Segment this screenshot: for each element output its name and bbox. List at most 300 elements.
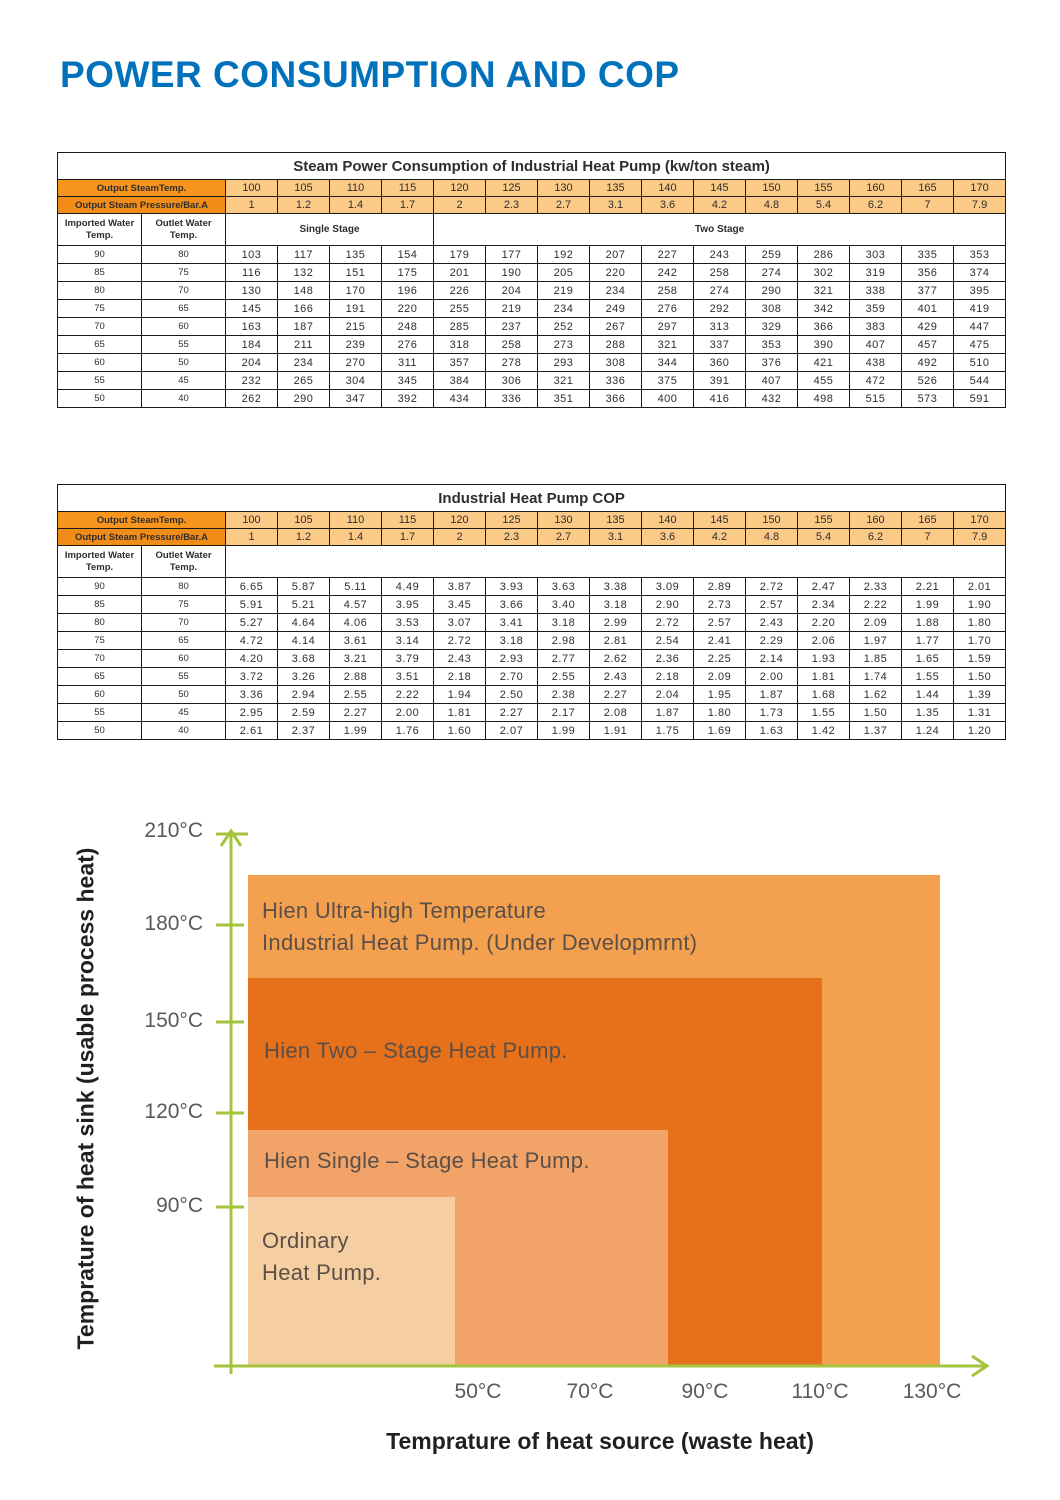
table-cell: 2.70 xyxy=(486,668,538,686)
table-cell: 1.90 xyxy=(954,596,1006,614)
table-cell: 267 xyxy=(590,318,642,336)
table-cell: 55 xyxy=(58,372,142,390)
table-cell: 4.8 xyxy=(746,529,798,546)
outlet-water-temp-header: Outlet Water Temp. xyxy=(142,214,226,246)
table-cell: 4.72 xyxy=(226,632,278,650)
table-cell: 5.91 xyxy=(226,596,278,614)
table-cell: 1.91 xyxy=(590,722,642,740)
table-cell: 1.4 xyxy=(330,529,382,546)
empty-header-cell xyxy=(226,546,1006,578)
table-cell: 395 xyxy=(954,282,1006,300)
table-cell: 2.06 xyxy=(798,632,850,650)
table-cell: 1.75 xyxy=(642,722,694,740)
tick-label: 180°C xyxy=(144,912,203,935)
table-cell: 4.64 xyxy=(278,614,330,632)
table-cell: 1.2 xyxy=(278,529,330,546)
table-cell: 5.4 xyxy=(798,529,850,546)
table-cell: 150 xyxy=(746,180,798,197)
table-row xyxy=(58,318,1006,336)
table-cell: 270 xyxy=(330,354,382,372)
table-cell: 1.65 xyxy=(902,650,954,668)
table-cell: 2.59 xyxy=(278,704,330,722)
table-cell: 472 xyxy=(850,372,902,390)
table-cell: 3.72 xyxy=(226,668,278,686)
table-cell: 353 xyxy=(746,336,798,354)
outlet-water-temp-header: Outlet Water Temp. xyxy=(142,546,226,578)
table-row xyxy=(58,686,1006,704)
table-cell: 237 xyxy=(486,318,538,336)
table-cell: 258 xyxy=(642,282,694,300)
table-cell: 160 xyxy=(850,180,902,197)
table-cell: 1.95 xyxy=(694,686,746,704)
table-cell: 220 xyxy=(382,300,434,318)
region-label-two-stage xyxy=(264,1035,568,1067)
table-cell: 5.11 xyxy=(330,578,382,596)
table-cell: 219 xyxy=(486,300,538,318)
table-row xyxy=(58,282,1006,300)
imported-water-temp-header: Imported Water Temp. xyxy=(58,214,142,246)
table-row xyxy=(58,596,1006,614)
table-cell: 154 xyxy=(382,246,434,264)
table-cell: 1.87 xyxy=(642,704,694,722)
tick-label: 150°C xyxy=(144,1009,203,1032)
table-cell: 3.36 xyxy=(226,686,278,704)
table-cell: 3.93 xyxy=(486,578,538,596)
table-cell: 2.90 xyxy=(642,596,694,614)
tick-label: 50°C xyxy=(454,1380,502,1403)
table-cell: 290 xyxy=(278,390,330,408)
table-cell: 313 xyxy=(694,318,746,336)
table-cell: 2.08 xyxy=(590,704,642,722)
table-cell: 2.77 xyxy=(538,650,590,668)
table-cell: 242 xyxy=(642,264,694,282)
table-cell: 336 xyxy=(590,372,642,390)
table-cell: 2.09 xyxy=(850,614,902,632)
table-cell: 329 xyxy=(746,318,798,336)
output-steam-pressure-label: Output Steam Pressure/Bar.A xyxy=(58,197,226,214)
table-cell: 132 xyxy=(278,264,330,282)
output-steam-temp-row xyxy=(58,180,1006,197)
table-cell: 5.27 xyxy=(226,614,278,632)
table-cell: 1.80 xyxy=(954,614,1006,632)
table-title-row xyxy=(58,485,1006,512)
table-cell: 7 xyxy=(902,197,954,214)
table-cell: 135 xyxy=(590,180,642,197)
table-cell: 243 xyxy=(694,246,746,264)
table-cell: 353 xyxy=(954,246,1006,264)
table-cell: 6.2 xyxy=(850,529,902,546)
table-cell: 215 xyxy=(330,318,382,336)
table-cell: 2.25 xyxy=(694,650,746,668)
table-cell: 175 xyxy=(382,264,434,282)
table-cell: 3.6 xyxy=(642,529,694,546)
table-cell: 4.57 xyxy=(330,596,382,614)
table-cell: 187 xyxy=(278,318,330,336)
table-cell: 3.1 xyxy=(590,529,642,546)
table-title: Industrial Heat Pump COP xyxy=(58,485,1006,512)
table-cell: 360 xyxy=(694,354,746,372)
table-cell: 2 xyxy=(434,529,486,546)
table-cell: 3.1 xyxy=(590,197,642,214)
table-cell: 115 xyxy=(382,512,434,529)
table-cell: 376 xyxy=(746,354,798,372)
region-label-line: Heat Pump. xyxy=(262,1259,382,1285)
table-cell: 1.37 xyxy=(850,722,902,740)
table-title-row xyxy=(58,153,1006,180)
table-cell: 165 xyxy=(902,180,954,197)
table-cell: 1.85 xyxy=(850,650,902,668)
table-cell: 1.99 xyxy=(902,596,954,614)
table-cell: 510 xyxy=(954,354,1006,372)
table-cell: 375 xyxy=(642,372,694,390)
table-cell: 1.81 xyxy=(798,668,850,686)
table-cell: 2.98 xyxy=(538,632,590,650)
table-cell: 351 xyxy=(538,390,590,408)
table-cell: 2.72 xyxy=(746,578,798,596)
table-cell: 374 xyxy=(954,264,1006,282)
table-cell: 2.99 xyxy=(590,614,642,632)
table-cell: 1.42 xyxy=(798,722,850,740)
table-cell: 2.54 xyxy=(642,632,694,650)
table-cell: 2.20 xyxy=(798,614,850,632)
table-cell: 170 xyxy=(954,512,1006,529)
table-cell: 2.81 xyxy=(590,632,642,650)
table-cell: 288 xyxy=(590,336,642,354)
table-cell: 145 xyxy=(226,300,278,318)
table-cell: 3.66 xyxy=(486,596,538,614)
table-cell: 3.41 xyxy=(486,614,538,632)
table-cell: 2.21 xyxy=(902,578,954,596)
table-cell: 258 xyxy=(694,264,746,282)
table-cell: 293 xyxy=(538,354,590,372)
table-cell: 4.49 xyxy=(382,578,434,596)
table-cell: 184 xyxy=(226,336,278,354)
cop-table xyxy=(57,484,1006,740)
table-cell: 55 xyxy=(142,668,226,686)
table-cell: 498 xyxy=(798,390,850,408)
table-cell: 1.55 xyxy=(798,704,850,722)
table-cell: 204 xyxy=(226,354,278,372)
table-cell: 170 xyxy=(330,282,382,300)
table-cell: 3.6 xyxy=(642,197,694,214)
table-cell: 211 xyxy=(278,336,330,354)
table-cell: 2.36 xyxy=(642,650,694,668)
imported-water-temp-header: Imported Water Temp. xyxy=(58,546,142,578)
table-title: Steam Power Consumption of Industrial Heat Pump (kw/ton steam) xyxy=(58,153,1006,180)
table-cell: 286 xyxy=(798,246,850,264)
cop-table-body xyxy=(58,578,1006,740)
page-title: POWER CONSUMPTION AND COP xyxy=(60,54,680,95)
table-cell: 3.14 xyxy=(382,632,434,650)
table-cell: 7 xyxy=(902,529,954,546)
table-cell: 80 xyxy=(58,614,142,632)
table-cell: 2.18 xyxy=(434,668,486,686)
output-steam-pressure-row xyxy=(58,529,1006,546)
table-cell: 1.73 xyxy=(746,704,798,722)
tick-label: 110°C xyxy=(791,1380,849,1403)
table-cell: 492 xyxy=(902,354,954,372)
table-cell: 290 xyxy=(746,282,798,300)
steam-power-table-body xyxy=(58,246,1006,408)
table-cell: 1.88 xyxy=(902,614,954,632)
table-cell: 2.55 xyxy=(330,686,382,704)
table-cell: 234 xyxy=(590,282,642,300)
table-cell: 1.50 xyxy=(850,704,902,722)
steam-power-consumption-table xyxy=(57,152,1006,408)
table-cell: 390 xyxy=(798,336,850,354)
table-cell: 262 xyxy=(226,390,278,408)
table-cell: 311 xyxy=(382,354,434,372)
table-cell: 366 xyxy=(798,318,850,336)
table-cell: 55 xyxy=(58,704,142,722)
table-cell: 1.74 xyxy=(850,668,902,686)
table-cell: 416 xyxy=(694,390,746,408)
table-cell: 3.61 xyxy=(330,632,382,650)
table-cell: 1.55 xyxy=(902,668,954,686)
table-cell: 2.89 xyxy=(694,578,746,596)
table-row xyxy=(58,246,1006,264)
table-cell: 1.77 xyxy=(902,632,954,650)
table-cell: 259 xyxy=(746,246,798,264)
table-cell: 100 xyxy=(226,180,278,197)
table-cell: 515 xyxy=(850,390,902,408)
table-cell: 1.62 xyxy=(850,686,902,704)
table-cell: 338 xyxy=(850,282,902,300)
table-cell: 400 xyxy=(642,390,694,408)
table-cell: 60 xyxy=(58,686,142,704)
table-cell: 1.99 xyxy=(330,722,382,740)
table-cell: 70 xyxy=(142,282,226,300)
table-cell: 1.7 xyxy=(382,197,434,214)
y-axis-arrow xyxy=(221,831,241,846)
table-cell: 366 xyxy=(590,390,642,408)
table-row xyxy=(58,372,1006,390)
table-cell: 85 xyxy=(58,264,142,282)
table-cell: 2.17 xyxy=(538,704,590,722)
region-label-line: Hien Ultra-high Temperature xyxy=(262,898,547,923)
table-cell: 1.35 xyxy=(902,704,954,722)
table-cell: 65 xyxy=(142,632,226,650)
table-row xyxy=(58,578,1006,596)
table-cell: 130 xyxy=(538,512,590,529)
table-cell: 219 xyxy=(538,282,590,300)
water-temp-header-row xyxy=(58,214,1006,246)
table-cell: 407 xyxy=(850,336,902,354)
table-cell: 438 xyxy=(850,354,902,372)
output-steam-pressure-label: Output Steam Pressure/Bar.A xyxy=(58,529,226,546)
table-cell: 120 xyxy=(434,512,486,529)
table-cell: 1.70 xyxy=(954,632,1006,650)
region-label-single-stage xyxy=(264,1145,590,1177)
table-cell: 234 xyxy=(278,354,330,372)
table-cell: 232 xyxy=(226,372,278,390)
table-cell: 2.09 xyxy=(694,668,746,686)
table-cell: 155 xyxy=(798,180,850,197)
table-cell: 105 xyxy=(278,512,330,529)
table-cell: 336 xyxy=(486,390,538,408)
table-cell: 1.69 xyxy=(694,722,746,740)
table-cell: 4.06 xyxy=(330,614,382,632)
table-cell: 196 xyxy=(382,282,434,300)
table-cell: 2.93 xyxy=(486,650,538,668)
table-cell: 342 xyxy=(798,300,850,318)
table-cell: 434 xyxy=(434,390,486,408)
table-cell: 3.95 xyxy=(382,596,434,614)
table-cell: 276 xyxy=(382,336,434,354)
x-axis-title: Temprature of heat source (waste heat) xyxy=(386,1428,814,1454)
table-cell: 5.4 xyxy=(798,197,850,214)
table-cell: 321 xyxy=(798,282,850,300)
table-cell: 2.29 xyxy=(746,632,798,650)
table-cell: 1.59 xyxy=(954,650,1006,668)
table-cell: 40 xyxy=(142,390,226,408)
table-cell: 2.94 xyxy=(278,686,330,704)
table-cell: 105 xyxy=(278,180,330,197)
table-cell: 255 xyxy=(434,300,486,318)
table-cell: 1.80 xyxy=(694,704,746,722)
table-cell: 165 xyxy=(902,512,954,529)
output-steam-pressure-row xyxy=(58,197,1006,214)
table-cell: 116 xyxy=(226,264,278,282)
table-cell: 377 xyxy=(902,282,954,300)
table-row xyxy=(58,650,1006,668)
table-row xyxy=(58,632,1006,650)
table-cell: 3.87 xyxy=(434,578,486,596)
tick-label: 70°C xyxy=(566,1380,614,1403)
table-cell: 3.18 xyxy=(590,596,642,614)
region-label-line: Hien Two – Stage Heat Pump. xyxy=(264,1038,568,1063)
table-cell: 591 xyxy=(954,390,1006,408)
table-cell: 75 xyxy=(142,596,226,614)
table-row xyxy=(58,336,1006,354)
table-cell: 205 xyxy=(538,264,590,282)
table-cell: 45 xyxy=(142,372,226,390)
table-cell: 321 xyxy=(538,372,590,390)
tick-label: 210°C xyxy=(144,819,203,842)
table-cell: 356 xyxy=(902,264,954,282)
region-label-ultra-high xyxy=(262,895,697,959)
operating-range-chart xyxy=(0,800,1060,1500)
table-cell: 2.38 xyxy=(538,686,590,704)
table-cell: 3.53 xyxy=(382,614,434,632)
table-cell: 457 xyxy=(902,336,954,354)
tick-label: 90°C xyxy=(681,1380,729,1403)
table-cell: 70 xyxy=(58,650,142,668)
table-cell: 265 xyxy=(278,372,330,390)
table-cell: 2.22 xyxy=(850,596,902,614)
table-cell: 65 xyxy=(142,300,226,318)
table-cell: 2.50 xyxy=(486,686,538,704)
table-cell: 135 xyxy=(330,246,382,264)
table-cell: 252 xyxy=(538,318,590,336)
table-cell: 4.8 xyxy=(746,197,798,214)
table-cell: 60 xyxy=(58,354,142,372)
table-cell: 276 xyxy=(642,300,694,318)
table-cell: 226 xyxy=(434,282,486,300)
table-cell: 319 xyxy=(850,264,902,282)
table-cell: 160 xyxy=(850,512,902,529)
table-cell: 3.18 xyxy=(486,632,538,650)
table-cell: 192 xyxy=(538,246,590,264)
table-cell: 302 xyxy=(798,264,850,282)
tick-label: 120°C xyxy=(144,1100,203,1123)
table-cell: 1 xyxy=(226,529,278,546)
table-cell: 50 xyxy=(58,722,142,740)
table-cell: 359 xyxy=(850,300,902,318)
table-cell: 6.2 xyxy=(850,197,902,214)
table-cell: 1.39 xyxy=(954,686,1006,704)
table-row xyxy=(58,668,1006,686)
table-cell: 384 xyxy=(434,372,486,390)
table-cell: 148 xyxy=(278,282,330,300)
table-cell: 2.27 xyxy=(330,704,382,722)
water-temp-header-row xyxy=(58,546,1006,578)
table-cell: 40 xyxy=(142,722,226,740)
table-cell: 1.60 xyxy=(434,722,486,740)
table-cell: 2.43 xyxy=(434,650,486,668)
table-cell: 285 xyxy=(434,318,486,336)
table-cell: 2.37 xyxy=(278,722,330,740)
table-cell: 1.76 xyxy=(382,722,434,740)
table-cell: 447 xyxy=(954,318,1006,336)
table-cell: 3.68 xyxy=(278,650,330,668)
table-cell: 151 xyxy=(330,264,382,282)
table-cell: 110 xyxy=(330,180,382,197)
table-cell: 3.79 xyxy=(382,650,434,668)
table-cell: 125 xyxy=(486,512,538,529)
table-cell: 2.18 xyxy=(642,668,694,686)
table-cell: 201 xyxy=(434,264,486,282)
table-cell: 103 xyxy=(226,246,278,264)
table-cell: 145 xyxy=(694,512,746,529)
table-cell: 475 xyxy=(954,336,1006,354)
table-row xyxy=(58,300,1006,318)
table-cell: 1.4 xyxy=(330,197,382,214)
table-cell: 80 xyxy=(142,246,226,264)
table-cell: 115 xyxy=(382,180,434,197)
table-cell: 357 xyxy=(434,354,486,372)
region-label-ordinary xyxy=(262,1225,381,1289)
output-steam-temp-label: Output SteamTemp. xyxy=(58,180,226,197)
table-cell: 3.63 xyxy=(538,578,590,596)
region-label-line: Ordinary xyxy=(262,1228,349,1253)
table-cell: 1.97 xyxy=(850,632,902,650)
table-cell: 120 xyxy=(434,180,486,197)
table-row xyxy=(58,704,1006,722)
table-cell: 308 xyxy=(590,354,642,372)
table-cell: 335 xyxy=(902,246,954,264)
table-cell: 140 xyxy=(642,512,694,529)
table-cell: 207 xyxy=(590,246,642,264)
table-cell: 308 xyxy=(746,300,798,318)
table-row xyxy=(58,614,1006,632)
table-cell: 45 xyxy=(142,704,226,722)
table-cell: 170 xyxy=(954,180,1006,197)
table-cell: 2.04 xyxy=(642,686,694,704)
table-cell: 258 xyxy=(486,336,538,354)
table-cell: 90 xyxy=(58,578,142,596)
table-cell: 110 xyxy=(330,512,382,529)
table-cell: 2.7 xyxy=(538,529,590,546)
table-cell: 2.57 xyxy=(746,596,798,614)
table-cell: 2 xyxy=(434,197,486,214)
table-cell: 345 xyxy=(382,372,434,390)
table-cell: 2.3 xyxy=(486,529,538,546)
table-cell: 166 xyxy=(278,300,330,318)
table-cell: 401 xyxy=(902,300,954,318)
table-cell: 248 xyxy=(382,318,434,336)
table-cell: 421 xyxy=(798,354,850,372)
